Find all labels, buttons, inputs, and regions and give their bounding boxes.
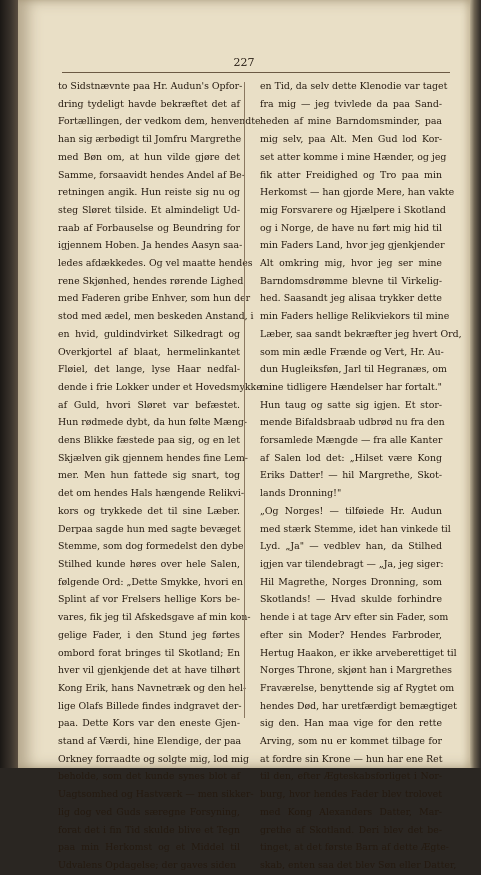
text-line: mig Forsvarere og Hjælpere i Skotland: [260, 204, 446, 216]
text-line: rene Skjønhed, hendes rørende Lighed: [58, 275, 244, 287]
text-line: heden af mine Barndomsminder, paa: [260, 116, 442, 128]
text-line: to Sidstnævnte paa Hr. Audun's Opfor-: [58, 81, 243, 92]
header-rule: [62, 72, 450, 73]
text-line: hendes Død, har uretfærdigt bemægtiget: [260, 700, 457, 712]
text-line: ledes afdækkedes. Og vel maatte hendes: [58, 258, 253, 270]
text-line: Samme, forsaavidt hendes Andel af Be-: [58, 169, 245, 181]
text-line: Stilhed kunde høres over hele Salen,: [58, 558, 240, 570]
text-line: Hun rødmede dybt, da hun følte Mæng-: [58, 417, 248, 429]
text-line: skab, enten saa det blev Søn eller Datter,: [260, 859, 457, 871]
text-line: forsamlede Mængde — fra alle Kanter: [260, 435, 443, 447]
text-line: efter sin Moder? Hendes Farbroder,: [260, 629, 442, 641]
text-line: steg Sløret tilside. Et almindeligt Ud-: [58, 204, 240, 216]
text-line: dens Blikke fæstede paa sig, og en let: [58, 435, 240, 447]
text-line: Eriks Datter! — hil Margrethe, Skot-: [260, 470, 442, 482]
text-line: „Og Norges! — tilføiede Hr. Audun: [260, 505, 442, 517]
right-text-column: [260, 78, 462, 875]
text-line: dring tydeligt havde bekræftet det af: [58, 98, 240, 110]
text-line: som min ædle Frænde og Vert, Hr. Au-: [260, 346, 444, 358]
text-line: Alt omkring mig, hvor jeg ser mine: [260, 258, 442, 270]
text-line: en hvid, guldindvirket Silkedragt og: [58, 328, 240, 340]
text-line: Overkjortel af blaat, hermelinkantet: [58, 346, 240, 358]
text-line: følgende Ord: „Dette Smykke, hvori en: [58, 576, 244, 588]
text-line: Splint af vor Frelsers hellige Kors be-: [58, 594, 240, 606]
text-line: vares, fik jeg til Afskedsgave af min kon-: [58, 612, 251, 624]
page-edge-shadow: [470, 0, 481, 768]
left-text-column: [58, 78, 262, 875]
text-line: han sig ærbødigt til Jomfru Margrethe: [58, 134, 242, 146]
text-line: en Tid, da selv dette Klenodie var taget: [260, 81, 448, 92]
text-line: Fortællingen, der vedkom dem, henvendte: [58, 116, 261, 128]
text-line: sig den. Han maa vige for den rette: [260, 718, 442, 730]
column-divider: [244, 82, 245, 718]
text-line: ombord forat bringes til Skotland; En: [58, 647, 240, 659]
text-line: Stemme, som dog formedelst den dybe: [58, 541, 244, 553]
text-line: tinget, at det første Barn af dette Ægte-: [260, 842, 449, 854]
text-line: min Faders Land, hvor jeg gjenkjender: [260, 240, 445, 252]
text-line: stod med ædel, men beskeden Anstand, i: [58, 311, 254, 323]
text-line: forat det i fin Tid skulde blive et Tegn: [58, 824, 240, 836]
text-line: af Guld, hvori Sløret var befæstet.: [58, 399, 240, 411]
text-line: lands Dronning!": [260, 488, 342, 500]
text-line: dun Hugleiksføn, Jarl til Hegranæs, om: [260, 364, 447, 376]
book-page: [18, 0, 470, 871]
text-line: Hertug Haakon, er ikke arveberettiget til: [260, 647, 457, 659]
text-line: Kong Erik, hans Navnetræk og den hel-: [58, 682, 247, 694]
text-line: mine tidligere Hændelser har fortalt.": [260, 381, 442, 393]
text-line: Hun taug og satte sig igjen. Et stor-: [260, 399, 442, 411]
text-line: Lyd. „Ja" — vedblev han, da Stilhed: [260, 541, 442, 553]
text-line: paa min Herkomst og et Middel til: [58, 842, 240, 854]
text-line: Orkney forraadte og solgte mig, lod mig: [58, 753, 250, 765]
text-line: med stærk Stemme, idet han vinkede til: [260, 523, 451, 535]
book-spine-shadow: [0, 0, 18, 768]
text-line: set atter komme i mine Hænder, og jeg: [260, 151, 447, 163]
page-number: 227: [233, 56, 255, 69]
text-line: grethe af Skotland. Deri blev det be-: [260, 824, 442, 836]
text-line: igjen var tilendebragt — „Ja, jeg siger:: [260, 558, 444, 570]
text-line: med Faderen gribe Enhver, som hun der: [58, 293, 251, 305]
text-line: med Bøn om, at hun vilde gjøre det: [58, 151, 240, 163]
text-line: paa. Dette Kors var den eneste Gjen-: [58, 718, 240, 730]
text-line: hver vil gjenkjende det at have tilhørt: [58, 665, 240, 677]
text-line: Norges Throne, skjønt han i Margrethes: [260, 665, 452, 677]
text-line: hende i at tage Arv efter sin Fader, som: [260, 612, 449, 624]
text-line: og i Norge, de have nu ført mig hid til: [260, 222, 442, 234]
text-line: fra mig — jeg tvivlede da paa Sand-: [260, 98, 442, 110]
text-line: mende Bifaldsbraab udbrød nu fra den: [260, 417, 445, 429]
text-line: Fløiel, det lange, lyse Haar nedfal-: [58, 364, 240, 376]
text-line: til den, efter Ægteskabsforliget i Nor-: [260, 771, 442, 783]
text-line: med Kong Alexanders Datter, Mar-: [260, 806, 442, 818]
text-line: Derpaa sagde hun med sagte bevæget: [58, 523, 241, 535]
text-line: dende i frie Lokker under et Hovedsmykke: [58, 381, 262, 393]
text-line: Fraværelse, benyttende sig af Rygtet om: [260, 682, 455, 694]
text-line: mig selv, paa Alt. Men Gud lod Kor-: [260, 134, 442, 146]
text-line: Udvalens Opdagelse; der gaves siden: [58, 859, 237, 871]
text-line: beholde, som det kunde synes blot af: [58, 771, 240, 783]
text-line: igjennem Hoben. Ja hendes Aasyn saa-: [58, 240, 243, 252]
text-line: Skjælven gik gjennem hendes fine Lem-: [58, 452, 248, 464]
text-line: Læber, saa sandt bekræfter jeg hvert Ord,: [260, 328, 462, 340]
text-line: raab af Forbauselse og Beundring for: [58, 222, 240, 234]
text-line: gelige Fader, i den Stund jeg førtes: [58, 629, 240, 641]
text-line: Arving, som nu er kommet tilbage for: [260, 736, 442, 748]
text-line: Barndomsdrømme blevne til Virkelig-: [260, 275, 442, 287]
text-line: burg, hvor hendes Fader blev trolovet: [260, 789, 442, 801]
text-line: lig dog ved Guds særegne Forsyning,: [58, 806, 240, 818]
text-line: det om hendes Hals hængende Relikvi-: [58, 488, 245, 500]
text-line: Uagtsomhed og Hastværk — men sikker-: [58, 789, 254, 801]
text-line: stand af Værdi, hine Elendige, der paa: [58, 736, 242, 748]
text-line: Skotlands! — Hvad skulde forhindre: [260, 594, 442, 606]
text-line: hed. Saasandt jeg alisaa trykker dette: [260, 293, 442, 305]
text-line: retningen angik. Hun reiste sig nu og: [58, 187, 240, 199]
text-line: lige Olafs Billede findes indgravet der-: [58, 700, 242, 712]
text-line: at fordre sin Krone — hun har ene Ret: [260, 753, 443, 765]
text-line: Hil Magrethe, Norges Dronning, som: [260, 576, 442, 588]
text-line: kors og trykkede det til sine Læber.: [58, 505, 240, 517]
text-line: Herkomst — han gjorde Mere, han vakte: [260, 187, 455, 199]
text-line: af Salen lod det: „Hilset være Kong: [260, 452, 442, 464]
text-line: mer. Men hun fattede sig snart, tog: [58, 470, 240, 482]
text-line: fik atter Freidighed og Tro paa min: [260, 169, 442, 181]
text-line: min Faders hellige Relikviekors til mine: [260, 311, 450, 323]
